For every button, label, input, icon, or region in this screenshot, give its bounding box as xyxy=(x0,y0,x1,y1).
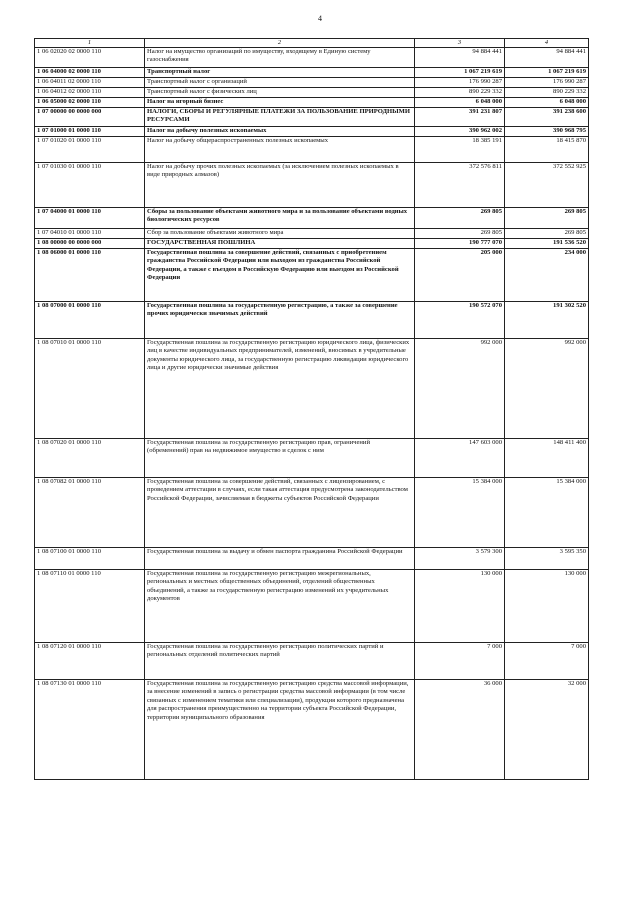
amount-cell: 7 000 xyxy=(415,643,505,680)
description-cell: Государственная пошлина за выдачу и обмен паспорта гражданина Российской Федерации xyxy=(145,548,415,570)
amount-cell: 190 572 070 xyxy=(415,302,505,339)
table-row xyxy=(35,68,589,78)
description-cell: Транспортный налог xyxy=(145,68,415,78)
table-row xyxy=(35,127,589,137)
description-cell: Налог на игорный бизнес xyxy=(145,98,415,108)
description-cell: Государственная пошлина за совершение действий, связанных с приобретением гражданства Российской Федерации или выходом из гражданства Российской Федерации, а также с въездом в Российскую Федерацию или выездом из Российской Федерации xyxy=(145,249,415,302)
amount-cell: 130 000 xyxy=(415,570,505,643)
budget-code-cell: 1 07 01030 01 0000 110 xyxy=(35,163,145,208)
description-cell: Государственная пошлина за государственную регистрацию юридического лица, физических лиц в качестве индивидуальных предпринимателей, изменений, вносимых в учредительные документы юридического лица, за государственную регистрацию ликвидации юридического лица и другие юридически значимые действия xyxy=(145,339,415,439)
budget-code-cell: 1 08 07020 01 0000 110 xyxy=(35,439,145,478)
amount-cell: 18 415 870 xyxy=(505,137,589,163)
description-cell: Государственная пошлина за государственную регистрацию средства массовой информации, за внесение изменений в запись о регистрации средства массовой информации (в том числе связанных с изменением тематики или специализации), продукция которого предназначена для распространения преимущественно на территории субъекта Российской Федерации, территории муниципального образования xyxy=(145,680,415,780)
description-cell: Транспортный налог с организаций xyxy=(145,78,415,88)
amount-cell: 890 229 332 xyxy=(415,88,505,98)
description-cell: ГОСУДАРСТВЕННАЯ ПОШЛИНА xyxy=(145,239,415,249)
budget-code-cell: 1 07 00000 00 0000 000 xyxy=(35,108,145,127)
column-header: 4 xyxy=(505,39,589,48)
amount-cell: 191 302 520 xyxy=(505,302,589,339)
table-row xyxy=(35,478,589,548)
amount-cell: 269 805 xyxy=(505,229,589,239)
budget-code-cell: 1 06 05000 02 0000 110 xyxy=(35,98,145,108)
amount-cell: 18 385 191 xyxy=(415,137,505,163)
table-row xyxy=(35,643,589,680)
description-cell: НАЛОГИ, СБОРЫ И РЕГУЛЯРНЫЕ ПЛАТЕЖИ ЗА ПОЛЬЗОВАНИЕ ПРИРОДНЫМИ РЕСУРСАМИ xyxy=(145,108,415,127)
table-row xyxy=(35,78,589,88)
amount-cell: 3 595 350 xyxy=(505,548,589,570)
description-cell: Государственная пошлина за государственную регистрацию межрегиональных, региональных и местных общественных объединений, отделений общественных объединений, а также за государственную регистрацию изменений их учредительных документов xyxy=(145,570,415,643)
amount-cell: 15 384 000 xyxy=(415,478,505,548)
budget-code-cell: 1 06 04012 02 0000 110 xyxy=(35,88,145,98)
amount-cell: 390 962 002 xyxy=(415,127,505,137)
amount-cell: 94 884 441 xyxy=(415,48,505,68)
budget-code-cell: 1 06 04011 02 0000 110 xyxy=(35,78,145,88)
amount-cell: 147 603 000 xyxy=(415,439,505,478)
budget-code-cell: 1 08 07100 01 0000 110 xyxy=(35,548,145,570)
amount-cell: 372 576 811 xyxy=(415,163,505,208)
table-row xyxy=(35,229,589,239)
budget-code-cell: 1 08 07010 01 0000 110 xyxy=(35,339,145,439)
budget-code-cell: 1 08 00000 00 0000 000 xyxy=(35,239,145,249)
table-row xyxy=(35,439,589,478)
table-row xyxy=(35,339,589,439)
budget-code-cell: 1 08 07000 01 0000 110 xyxy=(35,302,145,339)
amount-cell: 1 067 219 619 xyxy=(415,68,505,78)
amount-cell: 130 000 xyxy=(505,570,589,643)
budget-code-cell: 1 08 07110 01 0000 110 xyxy=(35,570,145,643)
description-cell: Государственная пошлина за государственную регистрацию политических партий и региональных отделений политических партий xyxy=(145,643,415,680)
table-row xyxy=(35,88,589,98)
description-cell: Сборы за пользование объектами животного мира и за пользование объектами водных биологических ресурсов xyxy=(145,208,415,229)
table-row xyxy=(35,302,589,339)
description-cell: Государственная пошлина за государственную регистрацию, а также за совершение прочих юридически значимых действий xyxy=(145,302,415,339)
budget-code-cell: 1 08 07130 01 0000 110 xyxy=(35,680,145,780)
budget-code-cell: 1 07 04000 01 0000 110 xyxy=(35,208,145,229)
table-row xyxy=(35,249,589,302)
table-row xyxy=(35,163,589,208)
table-row xyxy=(35,570,589,643)
amount-cell: 992 000 xyxy=(505,339,589,439)
amount-cell: 148 411 400 xyxy=(505,439,589,478)
amount-cell: 234 000 xyxy=(505,249,589,302)
amount-cell: 176 990 287 xyxy=(505,78,589,88)
amount-cell: 32 000 xyxy=(505,680,589,780)
amount-cell: 3 579 300 xyxy=(415,548,505,570)
budget-code-cell: 1 07 01020 01 0000 110 xyxy=(35,137,145,163)
budget-code-cell: 1 07 04010 01 0000 110 xyxy=(35,229,145,239)
budget-code-cell: 1 08 07082 01 0000 110 xyxy=(35,478,145,548)
amount-cell: 992 000 xyxy=(415,339,505,439)
amount-cell: 390 968 795 xyxy=(505,127,589,137)
amount-cell: 890 229 332 xyxy=(505,88,589,98)
revenue-table xyxy=(34,38,589,780)
table-row xyxy=(35,548,589,570)
budget-code-cell: 1 06 04000 02 0000 110 xyxy=(35,68,145,78)
amount-cell: 94 884 441 xyxy=(505,48,589,68)
column-header: 2 xyxy=(145,39,415,48)
description-cell: Государственная пошлина за совершение действий, связанных с лицензированием, с проведением аттестации в случаях, если такая аттестация предусмотрена законодательством Российской Федерации, зачисляемая в бюджеты субъектов Российской Федерации xyxy=(145,478,415,548)
description-cell: Налог на добычу полезных ископаемых xyxy=(145,127,415,137)
amount-cell: 7 000 xyxy=(505,643,589,680)
table-row xyxy=(35,680,589,780)
description-cell: Налог на имущество организаций по имуществу, входящему в Единую систему газоснабжения xyxy=(145,48,415,68)
amount-cell: 391 238 600 xyxy=(505,108,589,127)
amount-cell: 1 067 219 619 xyxy=(505,68,589,78)
amount-cell: 6 048 000 xyxy=(505,98,589,108)
amount-cell: 176 990 287 xyxy=(415,78,505,88)
amount-cell: 391 231 807 xyxy=(415,108,505,127)
description-cell: Транспортный налог с физических лиц xyxy=(145,88,415,98)
budget-code-cell: 1 08 07120 01 0000 110 xyxy=(35,643,145,680)
column-header: 3 xyxy=(415,39,505,48)
amount-cell: 269 805 xyxy=(505,208,589,229)
amount-cell: 269 805 xyxy=(415,208,505,229)
page-number: 4 xyxy=(318,14,322,23)
amount-cell: 372 552 925 xyxy=(505,163,589,208)
amount-cell: 15 384 000 xyxy=(505,478,589,548)
table-row xyxy=(35,48,589,68)
table-header-row xyxy=(35,39,589,48)
budget-code-cell: 1 08 06000 01 0000 110 xyxy=(35,249,145,302)
description-cell: Налог на добычу прочих полезных ископаемых (за исключением полезных ископаемых в виде природных алмазов) xyxy=(145,163,415,208)
description-cell: Государственная пошлина за государственную регистрацию прав, ограничений (обременений) прав на недвижимое имущество и сделок с ним xyxy=(145,439,415,478)
table-row xyxy=(35,239,589,249)
amount-cell: 190 777 070 xyxy=(415,239,505,249)
table-row xyxy=(35,98,589,108)
table-row xyxy=(35,137,589,163)
table-row xyxy=(35,108,589,127)
amount-cell: 36 000 xyxy=(415,680,505,780)
column-header: 1 xyxy=(35,39,145,48)
amount-cell: 269 805 xyxy=(415,229,505,239)
description-cell: Сбор за пользование объектами животного мира xyxy=(145,229,415,239)
amount-cell: 191 536 520 xyxy=(505,239,589,249)
amount-cell: 6 048 000 xyxy=(415,98,505,108)
budget-code-cell: 1 07 01000 01 0000 110 xyxy=(35,127,145,137)
budget-code-cell: 1 06 02020 02 0000 110 xyxy=(35,48,145,68)
table-row xyxy=(35,208,589,229)
description-cell: Налог на добычу общераспространенных полезных ископаемых xyxy=(145,137,415,163)
amount-cell: 205 000 xyxy=(415,249,505,302)
